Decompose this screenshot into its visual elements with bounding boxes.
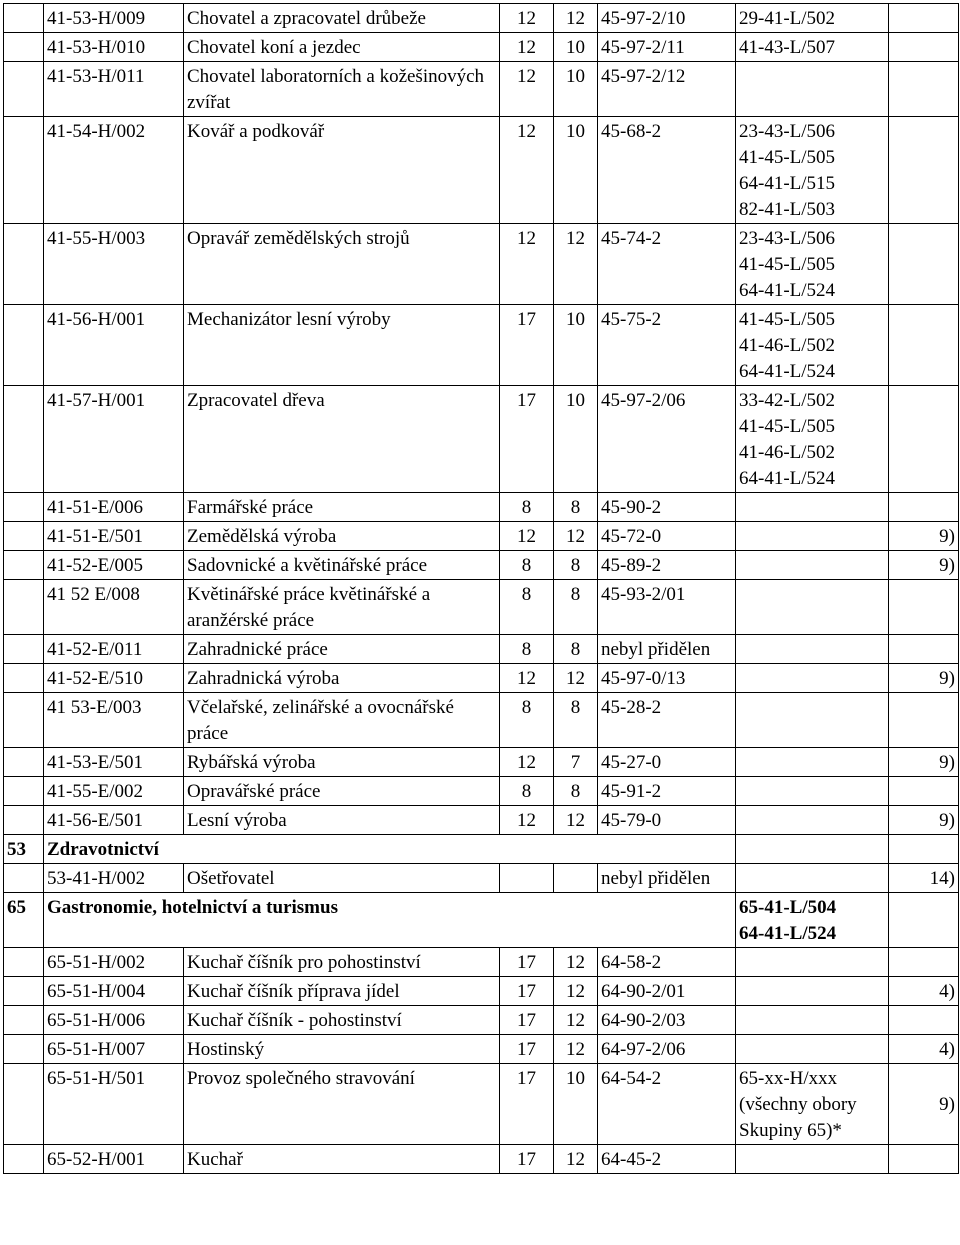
empty-cell: [4, 305, 44, 386]
variant-code: 41-46-L/502: [739, 335, 836, 356]
variant-code: 82-41-L/503: [739, 199, 836, 220]
field-code: 41 53-E/003: [44, 693, 184, 748]
kkov-code: nebyl přidělen: [598, 864, 736, 893]
variant-code: 64-41-L/515: [739, 173, 836, 194]
table-row: [4, 635, 959, 664]
footnote-ref: [889, 493, 959, 522]
field-code: 41-53-H/009: [44, 4, 184, 33]
value-b: 12: [554, 1145, 598, 1174]
variant-code: 41-45-L/505: [739, 309, 836, 330]
field-code: 41-56-H/001: [44, 305, 184, 386]
kkov-code: 45-90-2: [598, 493, 736, 522]
value-b: [554, 864, 598, 893]
value-b: 8: [554, 493, 598, 522]
footnote-ref: 9): [889, 664, 959, 693]
value-b: 10: [554, 1064, 598, 1145]
kkov-code: 45-97-2/06: [598, 386, 736, 493]
empty-cell: [4, 224, 44, 305]
kkov-code: 45-79-0: [598, 806, 736, 835]
table-row: [4, 977, 959, 1006]
kkov-code: nebyl přidělen: [598, 635, 736, 664]
table-row: [4, 305, 959, 386]
variant-codes-cell: [736, 62, 889, 117]
table-row: [4, 693, 959, 748]
table-row: [4, 1064, 959, 1145]
value-a: 12: [500, 62, 554, 117]
field-code: 41-52-E/510: [44, 664, 184, 693]
kkov-code: 64-90-2/03: [598, 1006, 736, 1035]
variant-codes-cell: [736, 4, 889, 33]
field-code: 41-57-H/001: [44, 386, 184, 493]
variant-codes-cell: [736, 1006, 889, 1035]
variant-codes-cell: [736, 117, 889, 224]
kkov-code: 45-97-2/11: [598, 33, 736, 62]
kkov-code: 64-58-2: [598, 948, 736, 977]
study-fields-table: [3, 3, 959, 1174]
value-a: 17: [500, 1035, 554, 1064]
footnote-ref: 4): [889, 1035, 959, 1064]
value-a: 17: [500, 1064, 554, 1145]
variant-code: 41-45-L/505: [739, 254, 836, 275]
section-row: [4, 893, 959, 948]
field-code: 65-51-H/002: [44, 948, 184, 977]
field-name: Chovatel koní a jezdec: [184, 33, 500, 62]
empty-cell: [4, 493, 44, 522]
variant-code: 65-41-L/504: [739, 897, 837, 918]
value-b: 12: [554, 4, 598, 33]
field-name: Ošetřovatel: [184, 864, 500, 893]
variant-code: 41-45-L/505: [739, 416, 836, 437]
table-row: [4, 493, 959, 522]
empty-cell: [889, 893, 959, 948]
variant-codes-cell: [736, 693, 889, 748]
variant-codes-cell: [736, 551, 889, 580]
value-b: 12: [554, 522, 598, 551]
value-b: 10: [554, 305, 598, 386]
value-a: [500, 864, 554, 893]
value-b: 8: [554, 551, 598, 580]
table-body: [4, 4, 959, 1174]
field-name: Zpracovatel dřeva: [184, 386, 500, 493]
empty-cell: [4, 1064, 44, 1145]
variant-codes-cell: [736, 635, 889, 664]
variant-codes-cell: [736, 1035, 889, 1064]
variant-codes-cell: [736, 1145, 889, 1174]
variant-code: 33-42-L/502: [739, 390, 836, 411]
value-b: 10: [554, 33, 598, 62]
variant-codes-cell: [736, 835, 889, 864]
value-b: 10: [554, 386, 598, 493]
table-row: [4, 33, 959, 62]
kkov-code: 64-54-2: [598, 1064, 736, 1145]
variant-code: Skupiny 65)*: [739, 1120, 842, 1141]
value-b: 8: [554, 635, 598, 664]
empty-cell: [4, 4, 44, 33]
footnote-ref: [889, 635, 959, 664]
field-name: Hostinský: [184, 1035, 500, 1064]
empty-cell: [4, 748, 44, 777]
empty-cell: [4, 1145, 44, 1174]
variant-code: 23-43-L/506: [739, 228, 836, 249]
kkov-code: 45-91-2: [598, 777, 736, 806]
value-b: 12: [554, 224, 598, 305]
field-name: Opravář zemědělských strojů: [184, 224, 500, 305]
table-row: [4, 62, 959, 117]
variant-codes-cell: [736, 224, 889, 305]
variant-codes-cell: [736, 522, 889, 551]
empty-cell: [4, 664, 44, 693]
empty-cell: [4, 948, 44, 977]
value-a: 17: [500, 1145, 554, 1174]
field-name: Kuchař číšník - pohostinství: [184, 1006, 500, 1035]
empty-cell: [4, 864, 44, 893]
table-row: [4, 386, 959, 493]
field-code: 41-52-E/011: [44, 635, 184, 664]
variant-codes-cell: [736, 386, 889, 493]
value-b: 8: [554, 580, 598, 635]
variant-code: 64-41-L/524: [739, 361, 836, 382]
variant-code: 29-41-L/502: [739, 8, 836, 29]
section-number: 53: [4, 835, 44, 864]
section-row: [4, 835, 959, 864]
field-name: Rybářská výroba: [184, 748, 500, 777]
value-a: 8: [500, 493, 554, 522]
value-b: 12: [554, 664, 598, 693]
footnote-ref: [889, 386, 959, 493]
table-row: [4, 1006, 959, 1035]
field-code: 65-51-H/501: [44, 1064, 184, 1145]
variant-code: (všechny obory: [739, 1094, 857, 1115]
empty-cell: [4, 580, 44, 635]
value-b: 12: [554, 1006, 598, 1035]
variant-code: 41-43-L/507: [739, 37, 836, 58]
variant-codes-cell: [736, 864, 889, 893]
kkov-code: 45-93-2/01: [598, 580, 736, 635]
variant-codes-cell: [736, 305, 889, 386]
value-a: 8: [500, 580, 554, 635]
table-row: [4, 864, 959, 893]
table-row: [4, 777, 959, 806]
field-code: 41-51-E/006: [44, 493, 184, 522]
field-name: Zahradnická výroba: [184, 664, 500, 693]
field-name: Zemědělská výroba: [184, 522, 500, 551]
variant-code: 64-41-L/524: [739, 468, 836, 489]
value-b: 12: [554, 806, 598, 835]
kkov-code: 45-97-0/13: [598, 664, 736, 693]
field-name: Kuchař číšník pro pohostinství: [184, 948, 500, 977]
kkov-code: 45-75-2: [598, 305, 736, 386]
variant-codes-cell: [736, 977, 889, 1006]
kkov-code: 45-72-0: [598, 522, 736, 551]
variant-code: 41-45-L/505: [739, 147, 836, 168]
empty-cell: [4, 806, 44, 835]
field-name: Opravářské práce: [184, 777, 500, 806]
kkov-code: 45-28-2: [598, 693, 736, 748]
value-b: 12: [554, 977, 598, 1006]
field-code: 65-51-H/004: [44, 977, 184, 1006]
footnote-ref: 9): [889, 522, 959, 551]
table-row: [4, 664, 959, 693]
table-row: [4, 806, 959, 835]
field-name: Lesní výroba: [184, 806, 500, 835]
empty-cell: [889, 835, 959, 864]
value-a: 17: [500, 386, 554, 493]
footnote-ref: [889, 693, 959, 748]
empty-cell: [4, 522, 44, 551]
variant-code: 41-46-L/502: [739, 442, 836, 463]
value-b: 7: [554, 748, 598, 777]
variant-codes-cell: [736, 748, 889, 777]
field-name: Květinářské práce květinářské a aranžérské práce: [184, 580, 500, 635]
value-a: 8: [500, 635, 554, 664]
table-row: [4, 4, 959, 33]
kkov-code: 45-97-2/12: [598, 62, 736, 117]
footnote-ref: [889, 4, 959, 33]
field-name: Kuchař číšník příprava jídel: [184, 977, 500, 1006]
empty-cell: [4, 551, 44, 580]
footnote-ref: [889, 62, 959, 117]
kkov-code: 45-68-2: [598, 117, 736, 224]
section-title: Zdravotnictví: [44, 835, 736, 864]
field-name: Chovatel a zpracovatel drůbeže: [184, 4, 500, 33]
field-code: 53-41-H/002: [44, 864, 184, 893]
empty-cell: [4, 1006, 44, 1035]
kkov-code: 45-89-2: [598, 551, 736, 580]
table-row: [4, 748, 959, 777]
variant-codes-cell: [736, 664, 889, 693]
variant-codes-cell: [736, 893, 889, 948]
field-name: Kovář a podkovář: [184, 117, 500, 224]
table-row: [4, 117, 959, 224]
field-code: 41-55-H/003: [44, 224, 184, 305]
value-a: 17: [500, 305, 554, 386]
variant-codes-cell: [736, 580, 889, 635]
footnote-ref: 9): [889, 1064, 959, 1145]
field-name: Sadovnické a květinářské práce: [184, 551, 500, 580]
empty-cell: [4, 62, 44, 117]
variant-codes-cell: [736, 948, 889, 977]
empty-cell: [4, 635, 44, 664]
value-b: 12: [554, 1035, 598, 1064]
field-name: Zahradnické práce: [184, 635, 500, 664]
footnote-ref: 4): [889, 977, 959, 1006]
footnote-ref: [889, 777, 959, 806]
table-row: [4, 948, 959, 977]
field-name: Kuchař: [184, 1145, 500, 1174]
value-a: 12: [500, 748, 554, 777]
footnote-ref: [889, 580, 959, 635]
footnote-ref: [889, 305, 959, 386]
value-a: 8: [500, 693, 554, 748]
table-row: [4, 580, 959, 635]
variant-codes-cell: [736, 1064, 889, 1145]
table-row: [4, 224, 959, 305]
field-name: Chovatel laboratorních a kožešinových zvířat: [184, 62, 500, 117]
footnote-ref: 9): [889, 748, 959, 777]
empty-cell: [4, 1035, 44, 1064]
empty-cell: [4, 117, 44, 224]
field-name: Farmářské práce: [184, 493, 500, 522]
field-name: Mechanizátor lesní výroby: [184, 305, 500, 386]
kkov-code: 45-74-2: [598, 224, 736, 305]
field-code: 41-54-H/002: [44, 117, 184, 224]
footnote-ref: [889, 117, 959, 224]
field-code: 41-53-H/011: [44, 62, 184, 117]
value-a: 8: [500, 551, 554, 580]
field-code: 65-51-H/006: [44, 1006, 184, 1035]
section-number: 65: [4, 893, 44, 948]
value-a: 12: [500, 522, 554, 551]
footnote-ref: [889, 1145, 959, 1174]
value-a: 12: [500, 806, 554, 835]
footnote-ref: [889, 33, 959, 62]
value-a: 12: [500, 33, 554, 62]
kkov-code: 64-45-2: [598, 1145, 736, 1174]
field-code: 41-51-E/501: [44, 522, 184, 551]
value-a: 17: [500, 948, 554, 977]
value-a: 12: [500, 664, 554, 693]
value-b: 8: [554, 777, 598, 806]
section-title: Gastronomie, hotelnictví a turismus: [44, 893, 736, 948]
footnote-ref: 14): [889, 864, 959, 893]
table-row: [4, 1035, 959, 1064]
value-b: 10: [554, 62, 598, 117]
empty-cell: [4, 977, 44, 1006]
variant-code: 65-xx-H/xxx: [739, 1068, 838, 1089]
field-code: 41 52 E/008: [44, 580, 184, 635]
value-a: 17: [500, 1006, 554, 1035]
kkov-code: 45-97-2/10: [598, 4, 736, 33]
variant-code: 64-41-L/524: [739, 280, 836, 301]
value-a: 8: [500, 777, 554, 806]
field-code: 41-53-H/010: [44, 33, 184, 62]
footnote-ref: [889, 948, 959, 977]
kkov-code: 64-97-2/06: [598, 1035, 736, 1064]
empty-cell: [4, 777, 44, 806]
footnote-ref: 9): [889, 551, 959, 580]
value-a: 12: [500, 117, 554, 224]
value-b: 10: [554, 117, 598, 224]
value-a: 17: [500, 977, 554, 1006]
empty-cell: [4, 33, 44, 62]
variant-codes-cell: [736, 806, 889, 835]
kkov-code: 64-90-2/01: [598, 977, 736, 1006]
field-code: 41-53-E/501: [44, 748, 184, 777]
value-a: 12: [500, 224, 554, 305]
variant-code: 64-41-L/524: [739, 923, 837, 944]
value-b: 12: [554, 948, 598, 977]
variant-codes-cell: [736, 33, 889, 62]
table-row: [4, 551, 959, 580]
variant-codes-cell: [736, 777, 889, 806]
empty-cell: [4, 386, 44, 493]
field-code: 41-56-E/501: [44, 806, 184, 835]
footnote-ref: 9): [889, 806, 959, 835]
field-code: 41-52-E/005: [44, 551, 184, 580]
value-a: 12: [500, 4, 554, 33]
field-name: Včelařské, zelinářské a ovocnářské práce: [184, 693, 500, 748]
field-name: Provoz společného stravování: [184, 1064, 500, 1145]
value-b: 8: [554, 693, 598, 748]
table-row: [4, 522, 959, 551]
field-code: 65-51-H/007: [44, 1035, 184, 1064]
variant-code: 23-43-L/506: [739, 121, 836, 142]
field-code: 65-52-H/001: [44, 1145, 184, 1174]
footnote-ref: [889, 1006, 959, 1035]
variant-codes-cell: [736, 493, 889, 522]
field-code: 41-55-E/002: [44, 777, 184, 806]
empty-cell: [4, 693, 44, 748]
kkov-code: 45-27-0: [598, 748, 736, 777]
table-row: [4, 1145, 959, 1174]
footnote-ref: [889, 224, 959, 305]
